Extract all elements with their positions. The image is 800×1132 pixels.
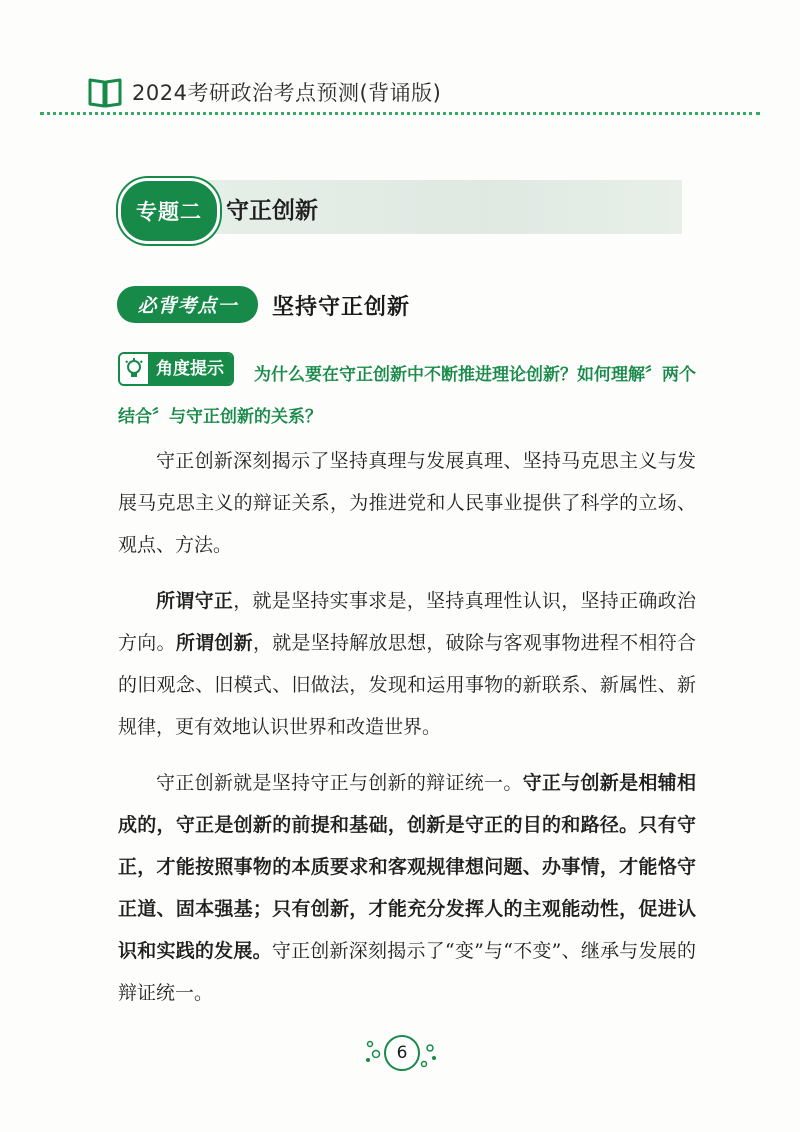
key-point-badge-label: 必背考点一 (137, 295, 238, 317)
header-divider (40, 112, 760, 115)
term-chuangxin: 所谓创新 (175, 632, 253, 654)
topic-badge (118, 178, 220, 244)
paragraph-3-text-2: 守正创新深刻揭示了“变”与“不变”、继承与发展的辩证统一。 (118, 940, 696, 1004)
body-text (118, 440, 696, 1028)
paragraph-1-text: 守正创新深刻揭示了坚持真理与发展真理、坚持马克思主义与发展马克思主义的辩证关系，为推进党和人民事业提供了科学的立场、观点、方法。 (118, 450, 696, 556)
paragraph-1 (118, 440, 696, 566)
page-number: 6 (384, 1035, 420, 1071)
topic-title: 守正创新 (226, 198, 318, 224)
open-book-icon (88, 76, 122, 108)
paragraph-2-text-1: ，就是坚持实事求是，坚持真理性认识，坚持正确政治方向。 (118, 590, 696, 654)
book-title: 2024考研政治考点预测(背诵版) (132, 81, 442, 105)
hint-label: 角度提示 (148, 354, 232, 384)
paragraph-3-text-1: 守正创新就是坚持守正与创新的辩证统一。 (156, 772, 523, 794)
key-point-title: 坚持守正创新 (272, 295, 411, 320)
hint-question: 为什么要在守正创新中不断推进理论创新？如何理解〞两个结合〞与守正创新的关系？ (118, 365, 696, 427)
paragraph-2-text-2: ，就是坚持解放思想，破除与客观事物进程不相符合的旧观念、旧模式、旧做法，发现和运用事物的新联系、新属性、新规律，更有效地认识世界和改造世界。 (118, 632, 696, 738)
paragraph-3 (118, 762, 696, 1014)
paragraph-3-emphasis: 守正与创新是相辅相成的，守正是创新的前提和基础，创新是守正的目的和路径。只有守正，才能按照事物的本质要求和客观规律想问题、办事情，才能恪守正道、固本强基；只有创新，才能充分发挥人的主观能动性，促进认识和实践的发展。 (118, 772, 696, 962)
term-shouzheng: 所谓守正 (156, 590, 234, 612)
topic-badge-label: 专题二 (136, 200, 202, 224)
paragraph-2 (118, 580, 696, 748)
running-header (88, 72, 441, 112)
key-point-badge (117, 286, 258, 323)
